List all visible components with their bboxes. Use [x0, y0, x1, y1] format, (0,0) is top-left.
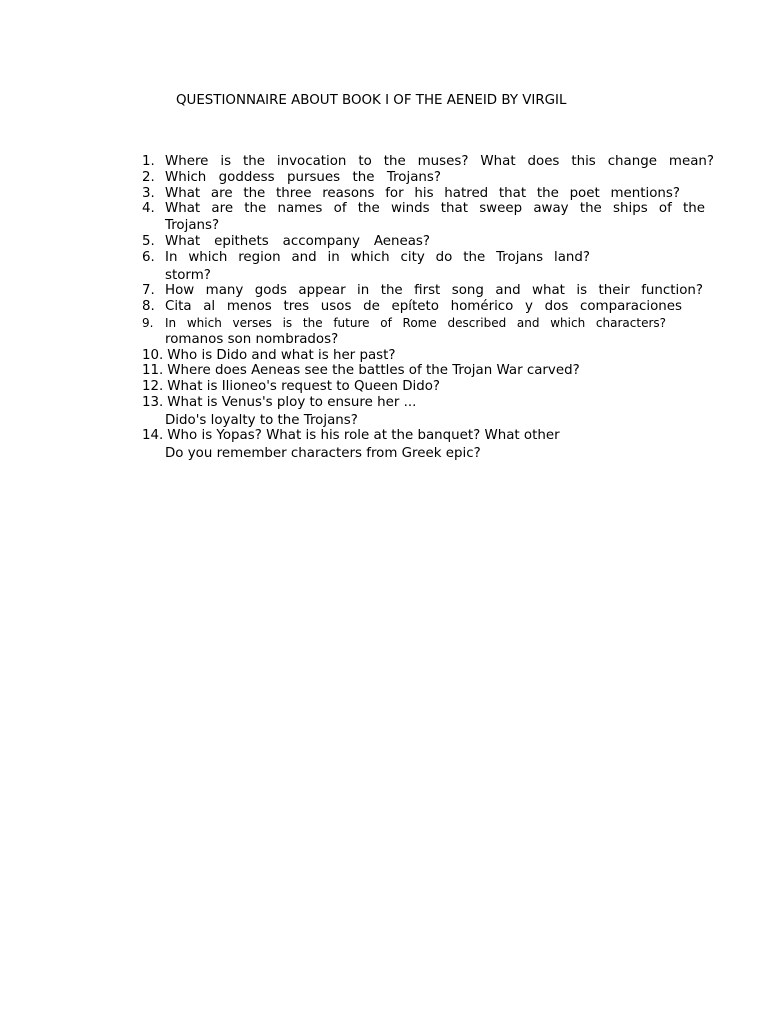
- item-number: 6.: [142, 250, 155, 265]
- item-text: Who is Yopas? What is his role at the banquet? What other: [167, 428, 560, 443]
- list-item: [142, 395, 416, 411]
- list-item: [142, 348, 396, 364]
- item-number: 11.: [142, 363, 164, 378]
- item-text: Where is the invocation to the muses? What does this change mean?: [165, 154, 714, 169]
- item-text: Where does Aeneas see the battles of the Trojan War carved?: [167, 363, 580, 378]
- item-text: What are the names of the winds that sweep away the ships of the: [165, 201, 705, 216]
- list-item-continuation: Trojans?: [165, 218, 220, 233]
- item-text: Which goddess pursues the Trojans?: [165, 170, 441, 185]
- item-text: What is Ilioneo's request to Queen Dido?: [167, 379, 441, 394]
- item-number: 8.: [142, 299, 155, 314]
- list-item: [142, 299, 682, 315]
- list-item-continuation: Dido's loyalty to the Trojans?: [165, 413, 358, 428]
- item-text: How many gods appear in the first song and what is their function?: [165, 283, 703, 298]
- list-item: [142, 154, 714, 170]
- list-item-continuation: Do you remember characters from Greek epic?: [165, 446, 481, 461]
- item-number: 12.: [142, 379, 164, 394]
- item-text: What are the three reasons for his hatred that the poet mentions?: [165, 186, 680, 201]
- item-text: In which region and in which city do the Trojans land?: [165, 250, 590, 265]
- list-item: [142, 250, 590, 266]
- list-item: [142, 283, 703, 299]
- list-item: [142, 234, 430, 250]
- item-number: 2.: [142, 170, 155, 185]
- item-text: Cita al menos tres usos de epíteto homérico y dos comparaciones: [165, 299, 682, 314]
- list-item: [142, 428, 560, 444]
- item-number: 1.: [142, 154, 155, 169]
- item-number: 3.: [142, 186, 155, 201]
- item-number: 13.: [142, 395, 164, 410]
- item-text: Who is Dido and what is her past?: [167, 348, 396, 363]
- list-item: [142, 315, 666, 331]
- item-number: 4.: [142, 201, 155, 216]
- page-title: QUESTIONNAIRE ABOUT BOOK I OF THE AENEID BY VIRGIL: [176, 93, 567, 108]
- item-number: 10.: [142, 348, 164, 363]
- list-item: [142, 363, 580, 379]
- list-item: [142, 201, 705, 217]
- item-text: What is Venus's ploy to ensure her ...: [167, 395, 417, 410]
- item-text: In which verses is the future of Rome described and which characters?: [165, 316, 666, 330]
- item-number: 9.: [142, 316, 154, 330]
- list-item-continuation: romanos son nombrados?: [165, 332, 339, 347]
- item-number: 14.: [142, 428, 164, 443]
- list-item: [142, 170, 441, 186]
- list-item-continuation: storm?: [165, 268, 211, 283]
- item-number: 5.: [142, 234, 155, 249]
- item-text: What epithets accompany Aeneas?: [165, 234, 430, 249]
- item-number: 7.: [142, 283, 155, 298]
- list-item: [142, 379, 440, 395]
- list-item: [142, 186, 680, 202]
